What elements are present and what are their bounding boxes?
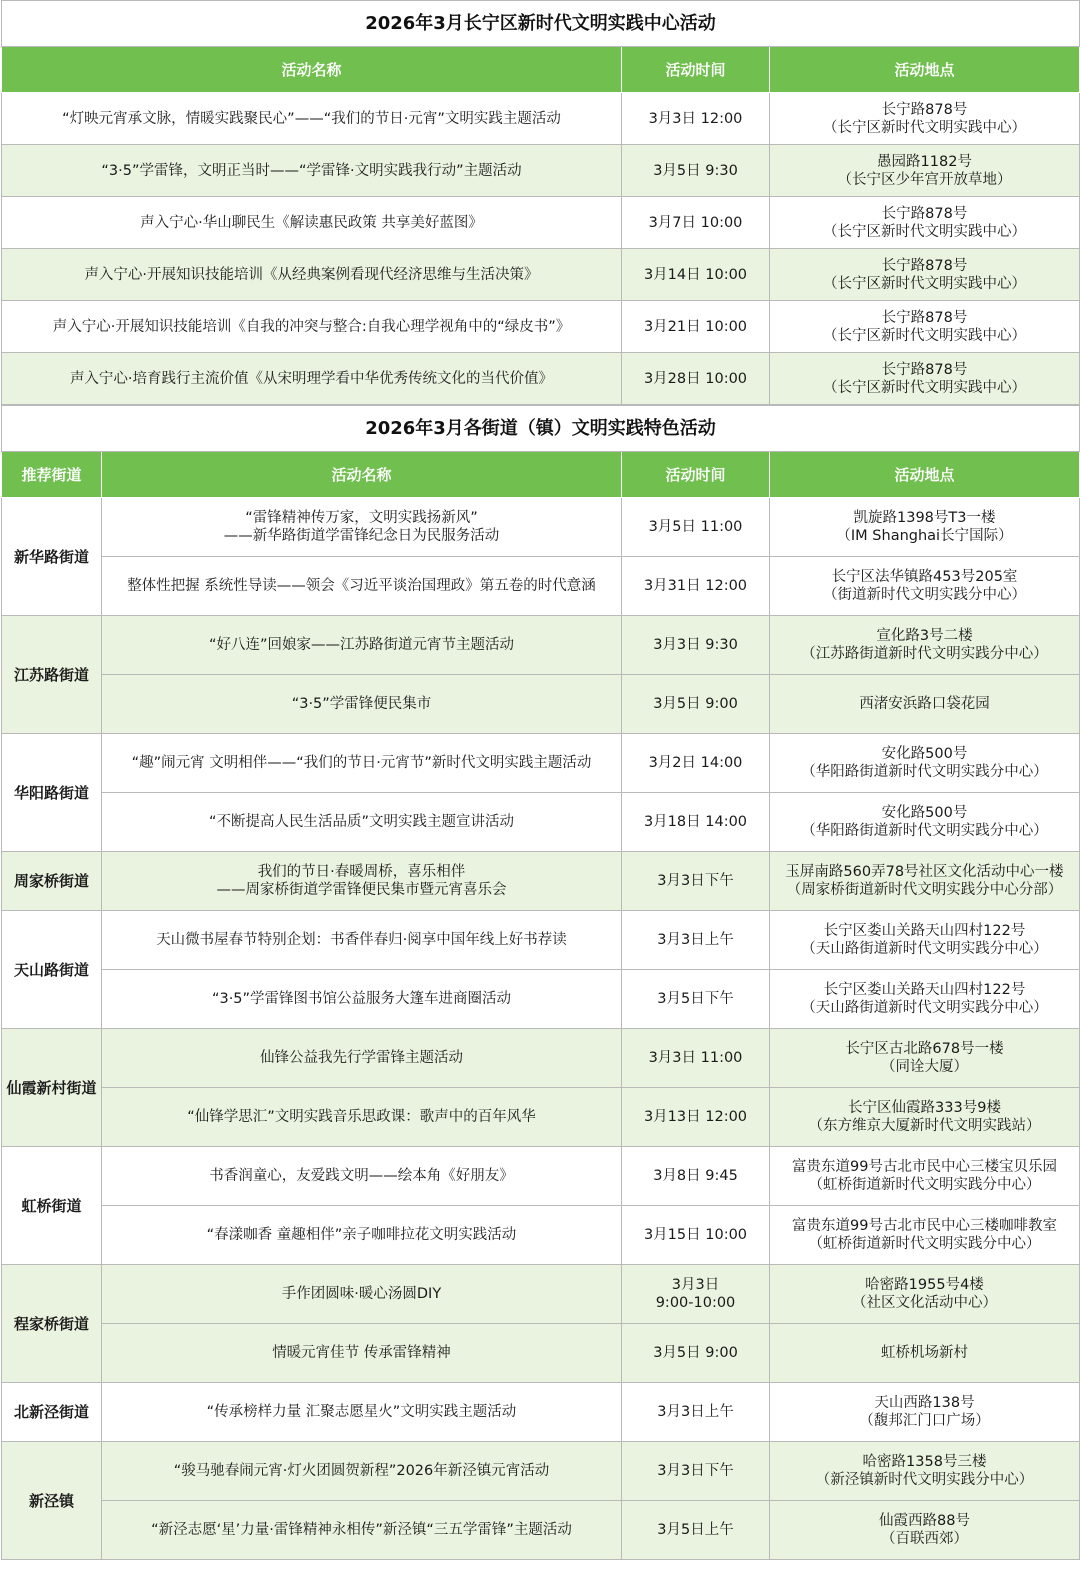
activity-name: 声入宁心·开展知识技能培训《从经典案例看现代经济思维与生活决策》 <box>2 249 622 301</box>
activity-place-line: （社区文化活动中心） <box>852 1295 997 1311</box>
table-row <box>2 1324 1080 1383</box>
streets-title: 2026年3月各街道（镇）文明实践特色活动 <box>2 406 1080 452</box>
activity-time-line: 3月18日 14:00 <box>643 814 748 830</box>
activity-place <box>770 911 1080 970</box>
activity-time-line: 3月3日上午 <box>657 932 734 948</box>
activity-place-line: 西渚安浜路口袋花园 <box>859 696 990 712</box>
table-row <box>2 793 1080 852</box>
activity-place <box>770 616 1080 675</box>
activity-name <box>102 1501 622 1560</box>
activity-name: “灯映元宵承文脉，情暖实践聚民心”——“我们的节日·元宵”文明实践主题活动 <box>2 93 622 145</box>
activity-time <box>622 1088 770 1147</box>
activity-time-line: 3月5日 11:00 <box>648 519 743 535</box>
activity-place-line: （天山路街道新时代文明实践分中心） <box>801 1000 1048 1016</box>
activity-place <box>770 93 1080 145</box>
activity-name <box>102 852 622 911</box>
activity-name: 声入宁心·培育践行主流价值《从宋明理学看中华优秀传统文化的当代价值》 <box>2 353 622 405</box>
header-activity-name: 活动名称 <box>2 47 622 93</box>
activity-place-line: 安化路500号 <box>881 746 968 762</box>
activity-time-line: 3月5日 9:00 <box>653 1345 738 1361</box>
activity-name <box>102 498 622 557</box>
activity-name-line: “好八连”回娘家——江苏路街道元宵节主题活动 <box>208 637 515 653</box>
activity-place-line: 长宁区娄山关路天山四村122号 <box>823 923 1026 939</box>
table-row <box>2 93 1080 145</box>
table-row <box>2 911 1080 970</box>
activity-place-line: 富贵东道99号古北市民中心三楼宝贝乐园 <box>792 1159 1057 1175</box>
table-row <box>2 249 1080 301</box>
activity-place-line: 富贵东道99号古北市民中心三楼咖啡教室 <box>792 1218 1057 1234</box>
activity-place-line: （东方维京大厦新时代文明实践站） <box>808 1118 1041 1134</box>
activity-place-line: 长宁路878号 <box>881 257 968 274</box>
activity-place <box>770 301 1080 353</box>
activity-name <box>102 1442 622 1501</box>
street-activities-table <box>1 405 1080 1560</box>
activity-place <box>770 793 1080 852</box>
activity-time <box>622 793 770 852</box>
activity-place-line: （江苏路街道新时代文明实践分中心） <box>801 646 1048 662</box>
street-name: 华阳路街道 <box>2 734 102 852</box>
activity-time: 3月28日 10:00 <box>622 353 770 405</box>
activity-place-line: 长宁区法华镇路453号205室 <box>831 569 1018 585</box>
activity-time: 3月5日 9:30 <box>622 145 770 197</box>
activity-name-line: “新泾志愿‘星’力量·雷锋精神永相传”新泾镇“三五学雷锋”主题活动 <box>151 1522 572 1538</box>
activity-name-line: 整体性把握 系统性导读——领会《习近平谈治国理政》第五卷的时代意涵 <box>127 578 596 594</box>
activity-name-line: “雷锋精神传万家，文明实践扬新风” <box>245 510 478 526</box>
activity-place-line: （长宁区少年宫开放草地） <box>837 171 1012 188</box>
table-row <box>2 1442 1080 1501</box>
activity-place-line: 凯旋路1398号T3一楼 <box>853 510 996 526</box>
header-activity-place: 活动地点 <box>770 47 1080 93</box>
header-activity-time: 活动时间 <box>622 47 770 93</box>
activity-time: 3月7日 10:00 <box>622 197 770 249</box>
activity-name <box>102 616 622 675</box>
activity-name <box>102 1029 622 1088</box>
activity-place-line: 愚园路1182号 <box>877 153 972 170</box>
activity-place <box>770 852 1080 911</box>
street-name: 新泾镇 <box>2 1442 102 1560</box>
table-row <box>2 1147 1080 1206</box>
header-activity-time: 活动时间 <box>622 452 770 498</box>
activity-time-line: 9:00-10:00 <box>655 1295 736 1311</box>
activity-place <box>770 498 1080 557</box>
activity-name-line: 情暖元宵佳节 传承雷锋精神 <box>272 1345 451 1361</box>
activity-time-line: 3月3日下午 <box>657 873 734 889</box>
activity-place-line: （华阳路街道新时代文明实践分中心） <box>801 764 1048 780</box>
activity-name <box>102 1265 622 1324</box>
header-activity-name: 活动名称 <box>102 452 622 498</box>
activity-time: 3月14日 10:00 <box>622 249 770 301</box>
activity-name-line: “传承榜样力量 汇聚志愿星火”文明实践主题活动 <box>206 1404 517 1420</box>
activity-name-line: “春漾咖香 童趣相伴”亲子咖啡拉花文明实践活动 <box>206 1227 517 1243</box>
activity-place-line: 长宁路878号 <box>881 205 968 222</box>
activity-place <box>770 1265 1080 1324</box>
activity-name-line: “3·5”学雷锋便民集市 <box>291 696 432 712</box>
activity-name-line: 仙锋公益我先行学雷锋主题活动 <box>260 1050 463 1066</box>
street-name: 北新泾街道 <box>2 1383 102 1442</box>
activity-time <box>622 1206 770 1265</box>
activity-place-line: （百联西郊） <box>881 1531 968 1547</box>
activity-time <box>622 616 770 675</box>
table-row <box>2 675 1080 734</box>
activity-time-line: 3月15日 10:00 <box>643 1227 748 1243</box>
activity-time <box>622 1324 770 1383</box>
activity-name-line: ——新华路街道学雷锋纪念日为民服务活动 <box>223 528 500 544</box>
activity-place-line: 仙霞西路88号 <box>879 1513 970 1529</box>
activity-place-line: （周家桥街道新时代文明实践分中心分部） <box>786 882 1063 898</box>
table-row <box>2 353 1080 405</box>
table-row <box>2 1265 1080 1324</box>
activity-time <box>622 970 770 1029</box>
header-street: 推荐街道 <box>2 452 102 498</box>
activity-time-line: 3月5日上午 <box>657 1522 734 1538</box>
activity-time-line: 3月5日 9:00 <box>653 696 738 712</box>
activity-name <box>102 793 622 852</box>
table-row <box>2 1501 1080 1560</box>
activity-name-line: “不断提高人民生活品质”文明实践主题宣讲活动 <box>208 814 515 830</box>
activity-place <box>770 1147 1080 1206</box>
activity-time <box>622 675 770 734</box>
activity-time: 3月3日 12:00 <box>622 93 770 145</box>
street-table-body <box>2 498 1080 1560</box>
activity-name <box>102 557 622 616</box>
activity-time-line: 3月5日下午 <box>657 991 734 1007</box>
activity-time <box>622 1501 770 1560</box>
activity-name <box>102 675 622 734</box>
street-name: 程家桥街道 <box>2 1265 102 1383</box>
activity-place <box>770 734 1080 793</box>
activity-place-line: 安化路500号 <box>881 805 968 821</box>
activity-place <box>770 249 1080 301</box>
table-row <box>2 970 1080 1029</box>
activity-time <box>622 1029 770 1088</box>
activity-place-line: （长宁区新时代文明实践中心） <box>823 379 1026 396</box>
activity-name-line: 我们的节日·春暖周桥，喜乐相伴 <box>257 864 466 880</box>
activity-name: 声入宁心·开展知识技能培训《自我的冲突与整合:自我心理学视角中的“绿皮书”》 <box>2 301 622 353</box>
activity-name <box>102 1088 622 1147</box>
activity-time <box>622 1147 770 1206</box>
activity-place <box>770 1324 1080 1383</box>
activity-place-line: 长宁路878号 <box>881 309 968 326</box>
center-table-body <box>2 93 1080 405</box>
activity-name-line: 天山微书屋春节特别企划：书香伴春归·阅享中国年线上好书荐读 <box>156 932 567 948</box>
activity-time <box>622 852 770 911</box>
table-row <box>2 1029 1080 1088</box>
activity-time-line: 3月13日 12:00 <box>643 1109 748 1125</box>
center-activities-table <box>1 0 1080 405</box>
activity-name <box>102 1383 622 1442</box>
activity-place-line: 长宁区娄山关路天山四村122号 <box>823 982 1026 998</box>
header-activity-place: 活动地点 <box>770 452 1080 498</box>
activity-time-line: 3月3日上午 <box>657 1404 734 1420</box>
activity-place-line: （华阳路街道新时代文明实践分中心） <box>801 823 1048 839</box>
table-row <box>2 1206 1080 1265</box>
activity-place-line: 宣化路3号二楼 <box>876 628 973 644</box>
activity-place <box>770 197 1080 249</box>
activity-place <box>770 1501 1080 1560</box>
activity-name: 声入宁心·华山聊民生《解读惠民政策 共享美好蓝图》 <box>2 197 622 249</box>
activity-time <box>622 1383 770 1442</box>
activity-time-line: 3月3日 9:30 <box>653 637 738 653</box>
activity-place-line: 虹桥机场新村 <box>881 1345 968 1361</box>
activity-time <box>622 557 770 616</box>
activity-place-line: 哈密路1358号三楼 <box>862 1454 987 1470</box>
activity-name-line: 手作团圆味·暖心汤圆DIY <box>281 1286 442 1302</box>
table-row <box>2 498 1080 557</box>
activity-place <box>770 145 1080 197</box>
activity-place-line: （街道新时代文明实践分中心） <box>823 587 1026 603</box>
activity-time-line: 3月31日 12:00 <box>643 578 748 594</box>
table-row <box>2 1088 1080 1147</box>
table-row <box>2 616 1080 675</box>
activity-place-line: （长宁区新时代文明实践中心） <box>823 327 1026 344</box>
activity-place-line: （IM Shanghai长宁国际） <box>836 528 1013 544</box>
activity-place-line: （长宁区新时代文明实践中心） <box>823 119 1026 136</box>
activity-time-line: 3月3日 <box>671 1277 720 1293</box>
activity-name <box>102 1206 622 1265</box>
activity-place-line: 玉屏南路560弄78号社区文化活动中心一楼 <box>785 864 1064 880</box>
activity-place-line: （长宁区新时代文明实践中心） <box>823 223 1026 240</box>
activity-time-line: 3月8日 9:45 <box>653 1168 738 1184</box>
activity-time <box>622 498 770 557</box>
activity-place-line: 长宁路878号 <box>881 101 968 118</box>
activity-place-line: （虹桥街道新时代文明实践分中心） <box>808 1236 1041 1252</box>
activity-name <box>102 1147 622 1206</box>
activity-time-line: 3月3日 11:00 <box>648 1050 743 1066</box>
activity-name-line: “骏马驰春闹元宵·灯火团圆贺新程”2026年新泾镇元宵活动 <box>173 1463 550 1479</box>
activity-place-line: （长宁区新时代文明实践中心） <box>823 275 1026 292</box>
table-row <box>2 197 1080 249</box>
activity-place-line: （新泾镇新时代文明实践分中心） <box>815 1472 1034 1488</box>
activity-place-line: 长宁路878号 <box>881 361 968 378</box>
activity-time-line: 3月2日 14:00 <box>648 755 743 771</box>
activity-name-line: “仙锋学思汇”文明实践音乐思政课：歌声中的百年风华 <box>187 1109 536 1125</box>
activity-name-line: “趣”闹元宵 文明相伴——“我们的节日·元宵节”新时代文明实践主题活动 <box>131 755 592 771</box>
activity-place-line: （同诠大厦） <box>881 1059 968 1075</box>
table-row <box>2 145 1080 197</box>
table-row <box>2 1383 1080 1442</box>
street-name: 天山路街道 <box>2 911 102 1029</box>
activity-place-line: 天山西路138号 <box>874 1395 975 1411</box>
activity-place <box>770 1383 1080 1442</box>
activity-name: “3·5”学雷锋，文明正当时——“学雷锋·文明实践我行动”主题活动 <box>2 145 622 197</box>
street-name: 江苏路街道 <box>2 616 102 734</box>
activity-name-line: “3·5”学雷锋图书馆公益服务大篷车进商圈活动 <box>211 991 512 1007</box>
activity-name-line: 书香润童心，友爱践文明——绘本角《好朋友》 <box>209 1168 514 1184</box>
activity-place-line: 长宁区古北路678号一楼 <box>845 1041 1004 1057</box>
activity-name <box>102 970 622 1029</box>
center-title: 2026年3月长宁区新时代文明实践中心活动 <box>2 1 1080 47</box>
activity-place-line: 哈密路1955号4楼 <box>865 1277 984 1293</box>
table-row <box>2 301 1080 353</box>
activity-place-line: 长宁区仙霞路333号9楼 <box>848 1100 1001 1116</box>
activity-place-line: （虹桥街道新时代文明实践分中心） <box>808 1177 1041 1193</box>
table-row <box>2 852 1080 911</box>
activity-place <box>770 970 1080 1029</box>
street-name: 新华路街道 <box>2 498 102 616</box>
activity-place <box>770 557 1080 616</box>
street-name: 虹桥街道 <box>2 1147 102 1265</box>
street-name: 仙霞新村街道 <box>2 1029 102 1147</box>
activity-name <box>102 911 622 970</box>
activity-place <box>770 1029 1080 1088</box>
activity-name-line: ——周家桥街道学雷锋便民集市暨元宵喜乐会 <box>216 882 507 898</box>
activity-time: 3月21日 10:00 <box>622 301 770 353</box>
table-row <box>2 557 1080 616</box>
activity-time-line: 3月3日下午 <box>657 1463 734 1479</box>
street-name: 周家桥街道 <box>2 852 102 911</box>
table-row <box>2 734 1080 793</box>
activity-place-line: （天山路街道新时代文明实践分中心） <box>801 941 1048 957</box>
activity-name <box>102 1324 622 1383</box>
activity-place <box>770 675 1080 734</box>
activity-time <box>622 911 770 970</box>
activity-place-line: （馥邦汇门口广场） <box>859 1413 990 1429</box>
activity-time <box>622 734 770 793</box>
activity-time <box>622 1265 770 1324</box>
activity-place <box>770 1206 1080 1265</box>
activity-name <box>102 734 622 793</box>
activity-time <box>622 1442 770 1501</box>
activity-place <box>770 1088 1080 1147</box>
activity-place <box>770 1442 1080 1501</box>
activity-place <box>770 353 1080 405</box>
